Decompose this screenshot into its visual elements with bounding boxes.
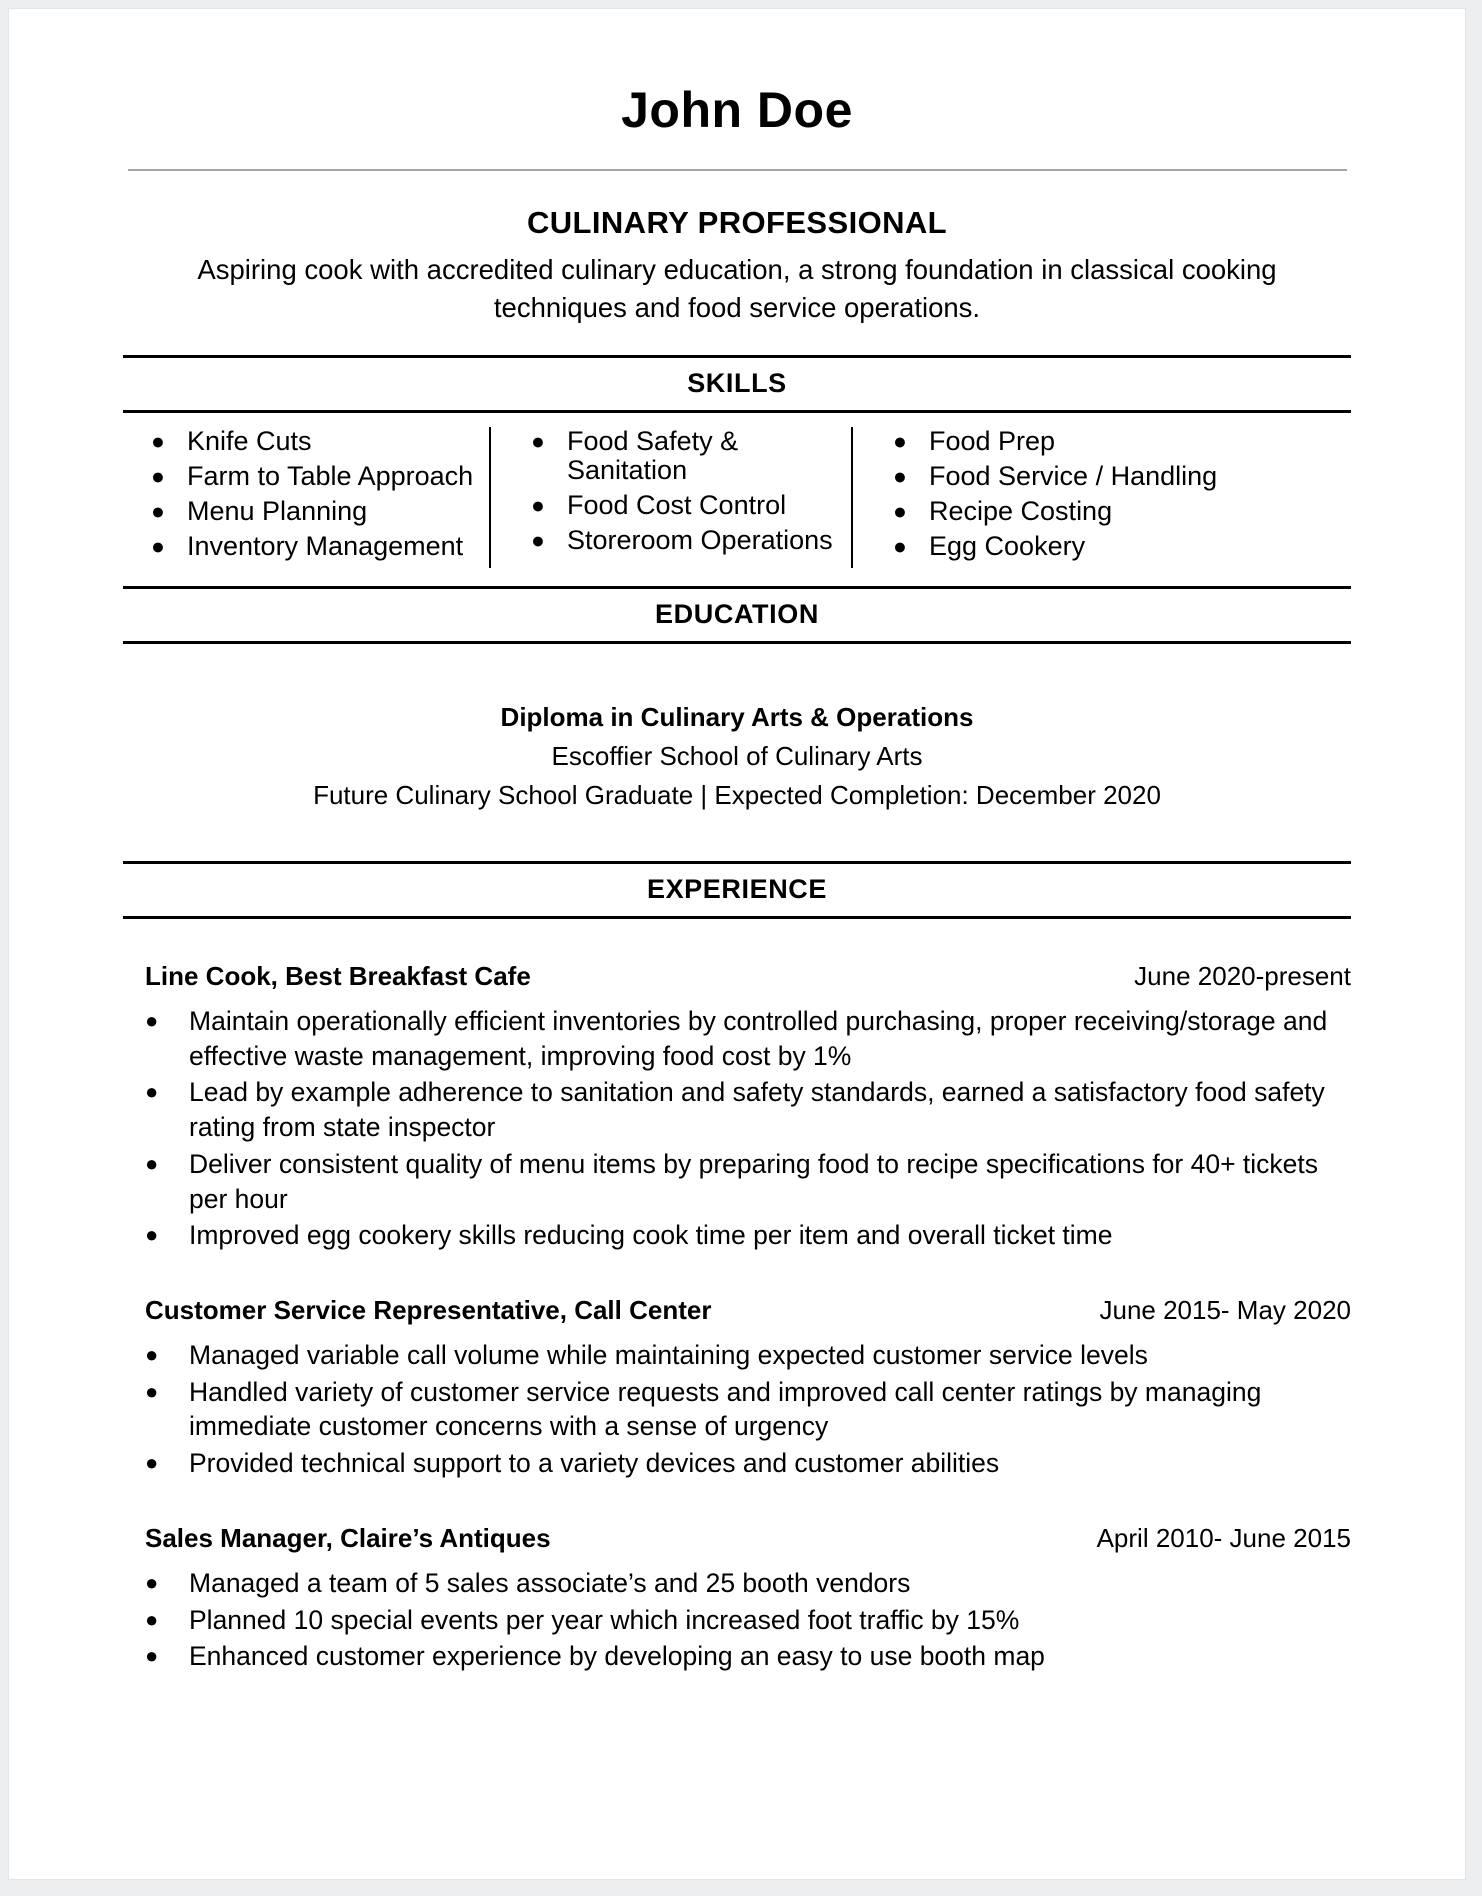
skill-label: Egg Cookery — [929, 531, 1086, 562]
job-date: June 2020-present — [1134, 961, 1351, 992]
skill-item — [531, 526, 851, 555]
skill-item — [151, 462, 489, 491]
professional-headline: CULINARY PROFESSIONAL — [526, 205, 948, 240]
skills-column-3 — [851, 427, 1231, 568]
job-bullet-text: Planned 10 special events per year which increased foot traffic by 15% — [189, 1604, 1020, 1635]
bullet-icon: ● — [531, 492, 545, 519]
skill-label: Recipe Costing — [929, 496, 1113, 527]
bullet-icon: ● — [145, 1079, 159, 1105]
skill-item — [151, 427, 489, 456]
section-heading-experience: EXPERIENCE — [123, 861, 1351, 919]
resume-page — [8, 8, 1466, 1880]
education-status: Future Culinary School Graduate | Expected Completion: December 2020 — [313, 779, 1161, 810]
bullet-icon: ● — [893, 533, 907, 560]
job-bullet — [117, 1075, 1357, 1144]
skill-label: Food Prep — [929, 425, 1056, 456]
skill-item — [531, 491, 851, 520]
job-bullet — [117, 1147, 1357, 1216]
job-bullet-list — [117, 1338, 1357, 1481]
bullet-icon: ● — [145, 1008, 159, 1034]
bullet-icon: ● — [151, 463, 165, 490]
experience-entry — [117, 1295, 1357, 1481]
job-bullet-list — [117, 1004, 1357, 1253]
skill-item — [893, 427, 1231, 456]
job-bullet-list — [117, 1566, 1357, 1674]
bullet-icon: ● — [893, 427, 907, 454]
job-bullet — [117, 1218, 1357, 1253]
job-bullet-text: Lead by example adherence to sanitation and safety standards, earned a satisfactory food safety rating from state inspector — [189, 1077, 1325, 1143]
experience-entry — [117, 961, 1357, 1253]
resume-header — [9, 82, 1465, 171]
job-date: June 2015- May 2020 — [1099, 1294, 1351, 1325]
experience-entry — [117, 1523, 1357, 1674]
header-divider — [128, 169, 1347, 171]
bullet-icon: ● — [145, 1606, 159, 1632]
skill-label: Storeroom Operations — [567, 525, 833, 556]
experience-entry-header — [117, 1523, 1357, 1554]
candidate-name: John Doe — [621, 82, 853, 138]
job-bullet-text: Improved egg cookery skills reducing cook time per item and overall ticket time — [189, 1220, 1113, 1251]
job-bullet — [117, 1446, 1357, 1481]
experience-list — [117, 961, 1357, 1674]
section-heading-education: EDUCATION — [123, 586, 1351, 644]
job-bullet-text: Deliver consistent quality of menu items by preparing food to recipe specifications for 40+ tickets per hour — [189, 1148, 1319, 1214]
education-entry — [123, 702, 1351, 812]
skill-item — [151, 532, 489, 561]
professional-summary: Aspiring cook with accredited culinary education, a strong foundation in classical cooking techniques and food service operations. — [197, 254, 1277, 323]
bullet-icon: ● — [151, 498, 165, 525]
bullet-icon: ● — [145, 1341, 159, 1367]
bullet-icon: ● — [145, 1150, 159, 1176]
bullet-icon: ● — [145, 1643, 159, 1669]
bullet-icon: ● — [145, 1569, 159, 1595]
job-bullet — [117, 1639, 1357, 1674]
job-bullet — [117, 1338, 1357, 1373]
job-date: April 2010- June 2015 — [1096, 1522, 1351, 1553]
experience-entry-header — [117, 961, 1357, 992]
education-degree: Diploma in Culinary Arts & Operations — [500, 701, 974, 732]
job-bullet — [117, 1004, 1357, 1073]
job-bullet-text: Provided technical support to a variety devices and customer abilities — [189, 1448, 1000, 1479]
job-bullet — [117, 1603, 1357, 1638]
skill-label: Food Cost Control — [567, 490, 787, 521]
bullet-icon: ● — [145, 1450, 159, 1476]
skill-item — [893, 462, 1231, 491]
job-bullet-text: Managed variable call volume while maintaining expected customer service levels — [189, 1339, 1148, 1370]
bullet-icon: ● — [893, 498, 907, 525]
job-title: Line Cook, Best Breakfast Cafe — [145, 961, 531, 992]
bullet-icon: ● — [531, 527, 545, 554]
resume-sheet — [9, 9, 1465, 1879]
job-bullet-text: Managed a team of 5 sales associate’s and 25 booth vendors — [189, 1567, 911, 1598]
bullet-icon: ● — [145, 1222, 159, 1248]
skill-item — [893, 532, 1231, 561]
job-bullet-text: Handled variety of customer service requests and improved call center ratings by managing immediate customer concerns with a sense of urgency — [189, 1376, 1262, 1442]
skill-label: Inventory Management — [187, 531, 464, 562]
job-title: Sales Manager, Claire’s Antiques — [145, 1522, 551, 1553]
skills-column-1 — [117, 427, 489, 568]
job-bullet-text: Enhanced customer experience by developing an easy to use booth map — [189, 1641, 1045, 1672]
job-bullet — [117, 1566, 1357, 1601]
skill-label: Farm to Table Approach — [187, 461, 474, 492]
section-heading-skills: SKILLS — [123, 355, 1351, 413]
skill-label: Knife Cuts — [187, 425, 312, 456]
skill-item — [893, 497, 1231, 526]
job-bullet-text: Maintain operationally efficient inventories by controlled purchasing, proper receiving/storage and effective waste management, improving food cost by 1% — [189, 1006, 1328, 1071]
bullet-icon: ● — [893, 463, 907, 490]
skill-item — [151, 497, 489, 526]
skill-label: Food Service / Handling — [929, 461, 1218, 492]
bullet-icon: ● — [145, 1378, 159, 1404]
bullet-icon: ● — [151, 533, 165, 560]
experience-entry-header — [117, 1295, 1357, 1326]
skills-column-2 — [489, 427, 851, 568]
bullet-icon: ● — [151, 427, 165, 454]
job-bullet — [117, 1375, 1357, 1444]
skill-item — [531, 427, 851, 485]
skill-label: Menu Planning — [187, 496, 368, 527]
bullet-icon: ● — [531, 427, 545, 454]
job-title: Customer Service Representative, Call Center — [145, 1294, 712, 1325]
skill-label: Food Safety & Sanitation — [567, 425, 739, 486]
skills-columns — [117, 427, 1357, 568]
education-school: Escoffier School of Culinary Arts — [551, 740, 923, 771]
